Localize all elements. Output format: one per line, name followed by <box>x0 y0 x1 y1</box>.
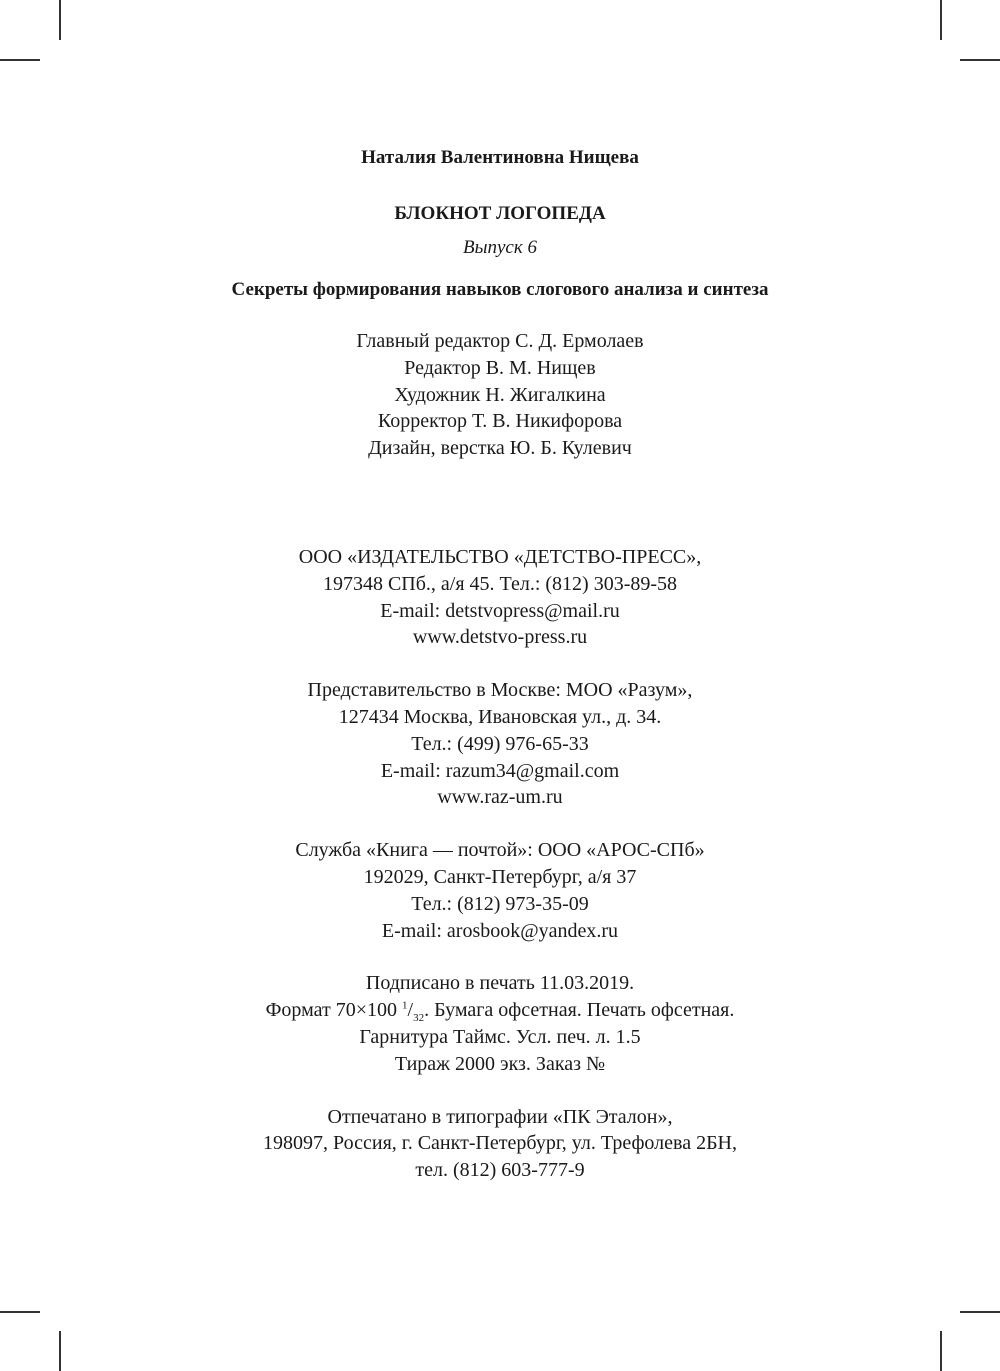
mail-service-address: 192029, Санкт-Петербург, а/я 37 <box>363 865 637 888</box>
print-run-line: Тираж 2000 экз. Заказ № <box>394 1052 606 1075</box>
printer-block <box>0 1104 1000 1184</box>
moscow-office-website: www.raz-um.ru <box>437 786 563 809</box>
crop-mark-top-right-horizontal <box>960 59 1000 61</box>
credits-block <box>0 328 1000 462</box>
colophon-content <box>0 146 1000 1184</box>
credit-artist: Художник Н. Жигалкина <box>394 383 606 406</box>
issue-number: Выпуск 6 <box>463 237 537 258</box>
print-info-block <box>0 970 1000 1077</box>
format-line: Формат 70×100 $^1/_{32}$. Бумага офсетная. Печать офсетная. <box>265 999 735 1025</box>
crop-mark-bottom-left-horizontal <box>0 1311 40 1313</box>
crop-mark-bottom-left-vertical <box>59 1331 61 1371</box>
moscow-office-email: E-mail: razum34@gmail.com <box>380 759 620 782</box>
mail-service-email: E-mail: arosbook@yandex.ru <box>381 919 619 942</box>
moscow-office-name: Представительство в Москве: МОО «Разум», <box>307 679 693 702</box>
series-title: БЛОКНОТ ЛОГОПЕДА <box>394 203 606 224</box>
credit-chief-editor: Главный редактор С. Д. Ермолаев <box>356 330 644 352</box>
credit-design: Дизайн, верстка Ю. Б. Кулевич <box>368 437 632 460</box>
crop-mark-top-left-horizontal <box>0 59 40 61</box>
publisher-email: E-mail: detstvopress@mail.ru <box>380 599 620 622</box>
crop-mark-top-right-vertical <box>940 0 942 40</box>
publisher-website: www.detstvo-press.ru <box>412 626 588 649</box>
mail-order-block <box>0 837 1000 944</box>
signed-for-print: Подписано в печать 11.03.2019. <box>365 972 635 995</box>
format-prefix: Формат 70×100 <box>265 999 403 1022</box>
crop-mark-top-left-vertical <box>59 0 61 40</box>
printer-phone: тел. (812) 603-777-9 <box>415 1159 585 1182</box>
format-suffix: . Бумага офсетная. Печать офсетная. <box>424 999 735 1022</box>
moscow-office-phone: Тел.: (499) 976-65-33 <box>411 732 589 755</box>
format-denominator: 32 <box>413 1012 425 1025</box>
book-subtitle: Секреты формирования навыков слогового анализа и синтеза <box>231 279 769 300</box>
moscow-office-block <box>0 677 1000 811</box>
author-name: Наталия Валентиновна Нищева <box>361 147 639 168</box>
credit-proofreader: Корректор Т. В. Никифорова <box>377 410 623 433</box>
typeface-line: Гарнитура Таймс. Усл. печ. л. 1.5 <box>359 1025 641 1048</box>
crop-mark-bottom-right-horizontal <box>960 1311 1000 1313</box>
mail-service-name: Служба «Книга — почтой»: ООО «АРОС-СПб» <box>295 839 705 862</box>
moscow-office-address: 127434 Москва, Ивановская ул., д. 34. <box>338 705 662 728</box>
credit-editor: Редактор В. М. Нищев <box>404 356 596 379</box>
mail-service-phone: Тел.: (812) 973-35-09 <box>411 892 589 915</box>
printer-address: 198097, Россия, г. Санкт-Петербург, ул. Трефолева 2БН, <box>262 1132 737 1155</box>
publisher-address: 197348 СПб., а/я 45. Тел.: (812) 303-89-58 <box>322 572 678 595</box>
printer-name: Отпечатано в типографии «ПК Эталон», <box>327 1105 673 1128</box>
crop-mark-bottom-right-vertical <box>940 1331 942 1371</box>
format-numerator: 1 <box>402 999 408 1012</box>
publisher-block <box>0 544 1000 651</box>
publisher-name: ООО «ИЗДАТЕЛЬСТВО «ДЕТСТВО-ПРЕСС», <box>298 545 702 568</box>
